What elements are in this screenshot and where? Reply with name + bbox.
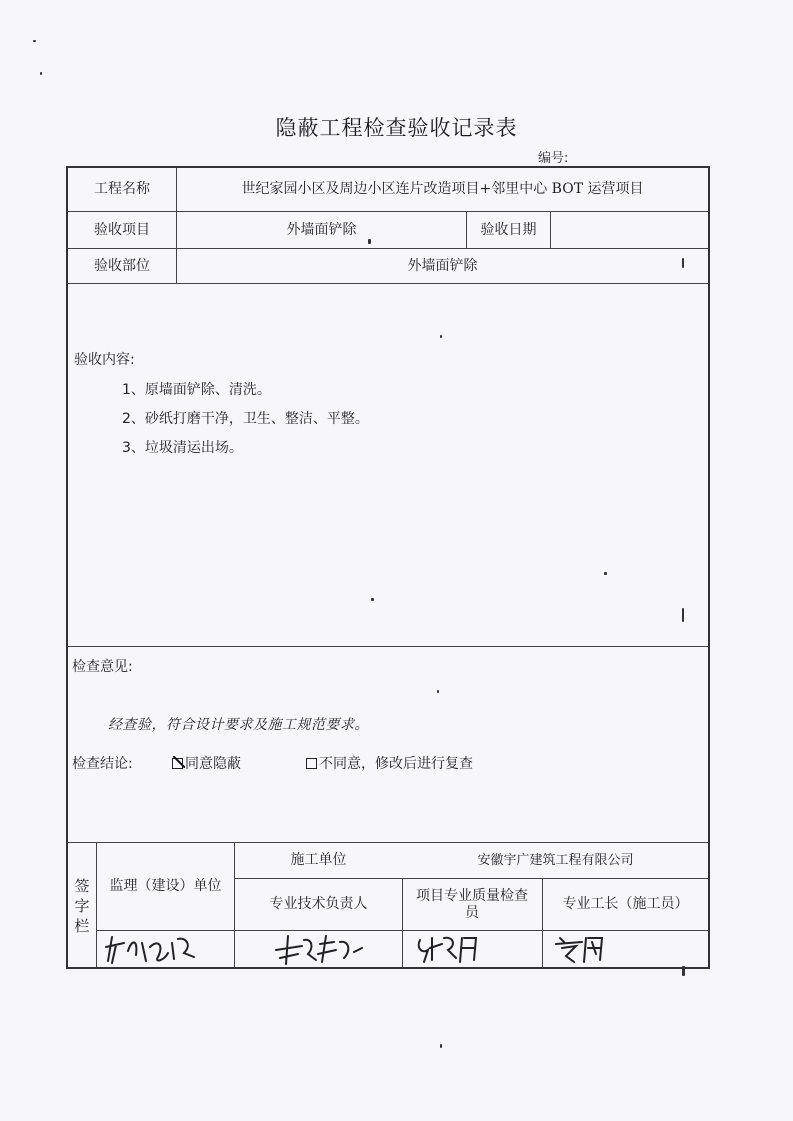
content-label: 验收内容: <box>74 352 135 368</box>
supervision-unit-label: 监理（建设）单位 <box>109 878 222 894</box>
foreman-label: 专业工长（施工员） <box>562 896 689 912</box>
opinion-label: 检查意见: <box>72 659 133 675</box>
disagree-checkbox[interactable] <box>306 758 317 769</box>
construction-unit-label: 施工单位 <box>290 852 347 868</box>
project-name-label: 工程名称 <box>94 181 150 197</box>
foreman-signature <box>552 932 642 966</box>
acceptance-item-label: 验收项目 <box>94 221 150 238</box>
agree-option[interactable] <box>172 753 241 773</box>
signature-section-label: 签字栏 <box>74 877 90 935</box>
quality-inspector-label: 项目专业质量检查员 <box>416 887 528 921</box>
supervision-signature <box>102 933 222 967</box>
agree-checkbox[interactable] <box>172 758 183 769</box>
tech-lead-label: 专业技术负责人 <box>269 896 368 912</box>
inspection-table <box>66 166 710 969</box>
tech-lead-signature <box>272 932 372 966</box>
conclusion-label: 检查结论: <box>72 756 133 772</box>
acceptance-date-label: 验收日期 <box>480 221 537 238</box>
construction-unit-value: 安徽宇广建筑工程有限公司 <box>477 853 634 868</box>
disagree-option-label: 不同意，修改后进行复查 <box>319 756 473 772</box>
content-item: 3、垃圾清运出场。 <box>122 440 243 456</box>
serial-number-label: 编号: <box>538 151 569 166</box>
acceptance-date-value <box>551 212 708 248</box>
agree-option-label: 同意隐蔽 <box>185 756 241 772</box>
opinion-text: 经查验，符合设计要求及施工规范要求。 <box>108 717 369 733</box>
disagree-option[interactable] <box>306 753 473 773</box>
acceptance-item-value: 外墙面铲除 <box>286 221 357 238</box>
quality-inspector-signature <box>414 932 514 966</box>
content-item: 2、砂纸打磨干净，卫生、整洁、平整。 <box>122 411 369 427</box>
project-name-value: 世纪家园小区及周边小区连片改造项目+邻里中心 BOT 运营项目 <box>241 181 644 197</box>
document-title: 隐蔽工程检查验收记录表 <box>275 116 518 140</box>
acceptance-part-value: 外墙面铲除 <box>407 257 478 274</box>
acceptance-part-label: 验收部位 <box>94 257 150 274</box>
content-item: 1、原墙面铲除、清洗。 <box>122 382 271 398</box>
